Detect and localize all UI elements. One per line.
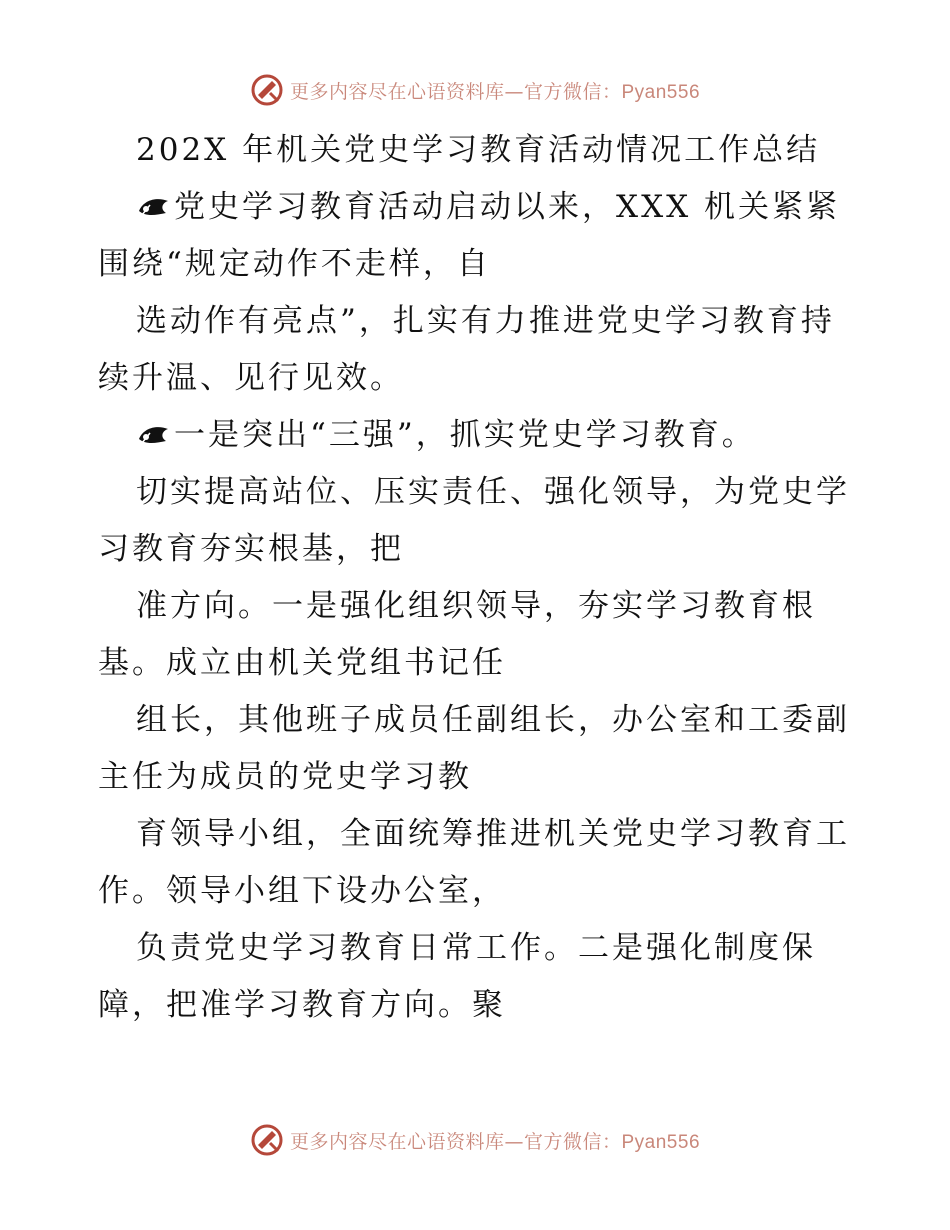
paragraph-line: 党史学习教育活动启动以来，XXX 机关紧紧 xyxy=(98,179,858,236)
logo-icon xyxy=(250,73,284,107)
paragraph-line: 负责党史学习教育日常工作。二是强化制度保 xyxy=(136,930,816,966)
section-heading: 一是突出“三强”，抓实党史学习教育。 xyxy=(98,407,858,464)
paragraph-line: 主任为成员的党史学习教 xyxy=(98,759,472,795)
banner-text: 更多内容尽在心语资料库— xyxy=(289,80,524,103)
banner-wechat-id: Pyan556 xyxy=(621,1131,701,1153)
paragraph-line: 续升温、见行见效。 xyxy=(98,360,404,396)
banner-wechat-label: 官方微信： xyxy=(523,1130,622,1153)
paragraph-line: 围绕“规定动作不走样，自 xyxy=(98,246,491,282)
paragraph-line: 基。成立由机关党组书记任 xyxy=(98,645,506,681)
logo-icon xyxy=(250,1123,284,1157)
paragraph-line: 选动作有亮点”，扎实有力推进党史学习教育持 xyxy=(136,303,835,339)
leaf-bullet-icon xyxy=(136,423,172,447)
paragraph-line: 准方向。一是强化组织领导，夯实学习教育根 xyxy=(136,588,816,624)
banner-wechat-label: 官方微信： xyxy=(523,80,622,103)
banner-text: 更多内容尽在心语资料库— xyxy=(289,1130,524,1153)
banner-wechat-id: Pyan556 xyxy=(621,81,701,103)
document-body xyxy=(98,122,858,1034)
header-watermark xyxy=(0,70,950,110)
paragraph-line: 作。领导小组下设办公室， xyxy=(98,873,506,909)
document-title: 202X 年机关党史学习教育活动情况工作总结 xyxy=(136,132,821,168)
paragraph-line: 切实提高站位、压实责任、强化领导，为党史学 xyxy=(136,474,850,510)
footer-watermark xyxy=(0,1120,950,1160)
paragraph-line: 组长，其他班子成员任副组长，办公室和工委副 xyxy=(136,702,850,738)
leaf-bullet-icon xyxy=(136,195,172,219)
paragraph-line: 育领导小组，全面统筹推进机关党史学习教育工 xyxy=(136,816,850,852)
paragraph-line: 障，把准学习教育方向。聚 xyxy=(98,987,506,1023)
paragraph-line: 习教育夯实根基，把 xyxy=(98,531,404,567)
